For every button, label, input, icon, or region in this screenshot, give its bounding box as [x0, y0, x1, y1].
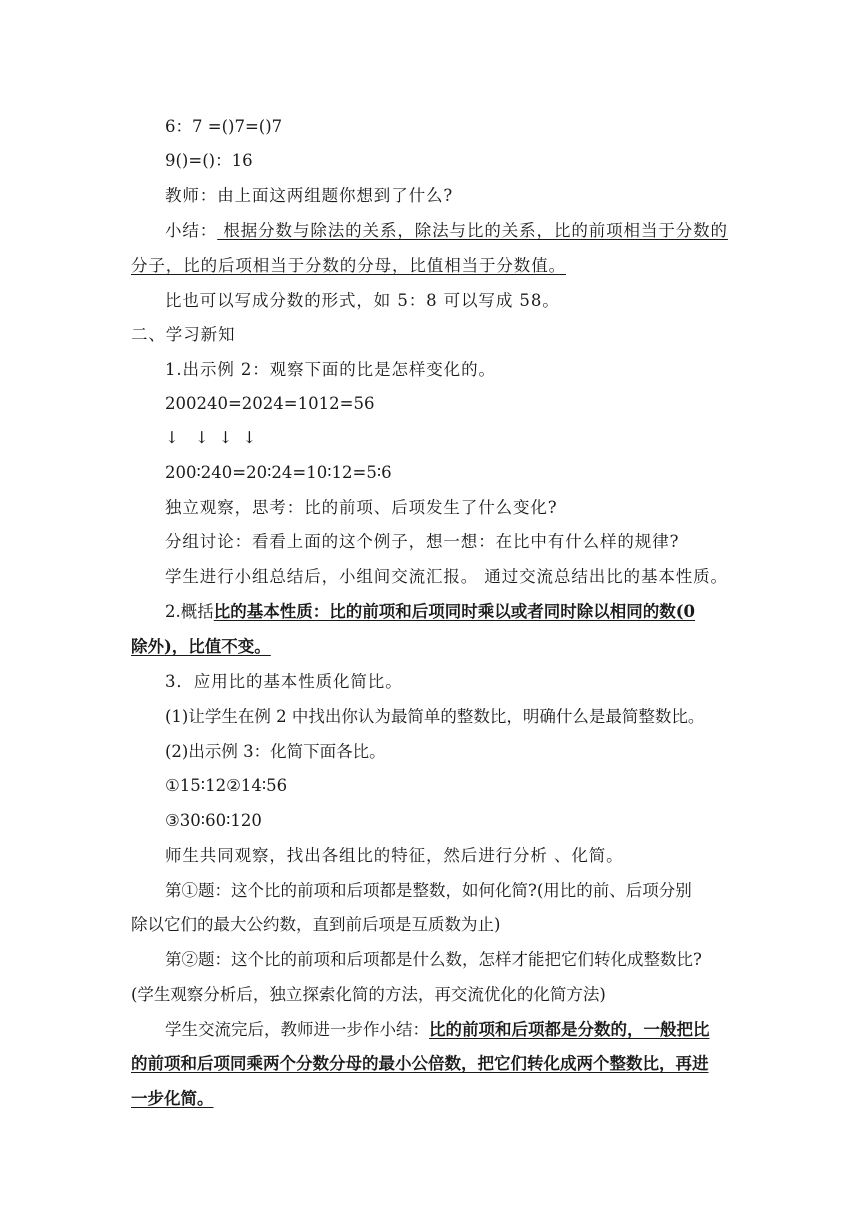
- exercise-1-2: ①15∶12②14∶56: [165, 776, 288, 795]
- step-1: (1)让学生在例 2 中找出你认为最简单的整数比，明确什么是最简整数比。: [165, 707, 705, 726]
- down-arrow-icon: ↓: [165, 428, 179, 447]
- summary-line-1: [165, 220, 735, 242]
- summary-text-2: 分子，比的后项相当于分数的分母，比值相当于分数值。: [131, 256, 566, 275]
- example-2-intro: 1.出示例 2：观察下面的比是怎样变化的。: [165, 360, 496, 379]
- final-summary-line-1: [165, 1019, 735, 1041]
- fraction-form-note: 比也可以写成分数的形式，如 5：8 可以写成 58。: [165, 291, 560, 310]
- arrow-row: [165, 427, 735, 449]
- property-line-1: [165, 601, 735, 623]
- question-1-line-1: 第①题：这个比的前项和后项都是整数，如何化简?(用比的前、后项分别: [165, 881, 692, 900]
- final-summary-text-2: 的前项和后项同乘两个分数分母的最小公倍数，把它们转化成两个整数比，再进: [131, 1054, 709, 1073]
- final-summary-text-3: 一步化简。: [131, 1089, 214, 1108]
- final-summary-text-1: 比的前项和后项都是分数的，一般把比: [429, 1020, 710, 1039]
- equation-line-1: 6：7 =()7=()7: [165, 117, 283, 136]
- final-summary-line-3: [131, 1088, 735, 1110]
- down-arrow-icon: ↓: [194, 428, 209, 447]
- final-summary-line-2: [131, 1053, 735, 1075]
- summary-line-2: [131, 255, 735, 277]
- summary-label: 小结：: [165, 221, 218, 240]
- joint-observation: 师生共同观察，找出各组比的特征，然后进行分析 、化简。: [165, 846, 624, 865]
- section-heading: 二、学习新知: [131, 325, 236, 344]
- final-summary-intro: 学生交流完后，教师进一步作小结：: [165, 1020, 429, 1039]
- teacher-question: 教师：由上面这两组题你想到了什么?: [165, 186, 454, 205]
- group-report: 学生进行小组总结后，小组间交流汇报。 通过交流总结出比的基本性质。: [165, 567, 728, 586]
- ratio-chain: 200∶240=20∶24=10∶12=5∶6: [165, 463, 392, 482]
- equation-line-2: 9()=()：16: [165, 151, 253, 170]
- summary-text-1: 根据分数与除法的关系，除法与比的关系，比的前项相当于分数的: [217, 221, 728, 240]
- property-text-1: 比的基本性质：比的前项和后项同时乘以或者同时除以相同的数(0: [213, 602, 696, 621]
- exercise-3: ③30∶60∶120: [165, 811, 262, 830]
- property-line-2: [131, 636, 735, 658]
- observe-think: 独立观察，思考：比的前项、后项发生了什么变化?: [165, 498, 558, 517]
- step-2: (2)出示例 3：化简下面各比。: [165, 742, 386, 761]
- property-text-2: 除外)，比值不变。: [131, 637, 271, 656]
- fraction-chain: 200240=2024=1012=56: [165, 394, 375, 413]
- property-prefix: 2.概括: [165, 602, 214, 621]
- group-discussion: 分组讨论：看看上面的这个例子，想一想：在比中有什么样的规律?: [165, 532, 680, 551]
- apply-heading: 3．应用比的基本性质化简比。: [165, 672, 403, 691]
- question-1-line-2: 除以它们的最大公约数，直到前后项是互质数为止): [131, 915, 501, 934]
- question-2-line-1: 第②题：这个比的前项和后项都是什么数，怎样才能把它们转化成整数比?: [165, 950, 702, 969]
- down-arrow-icon: ↓: [218, 428, 233, 447]
- question-2-line-2: (学生观察分析后，独立探索化简的方法，再交流优化的化简方法): [131, 985, 606, 1004]
- down-arrow-icon: ↓: [242, 428, 257, 447]
